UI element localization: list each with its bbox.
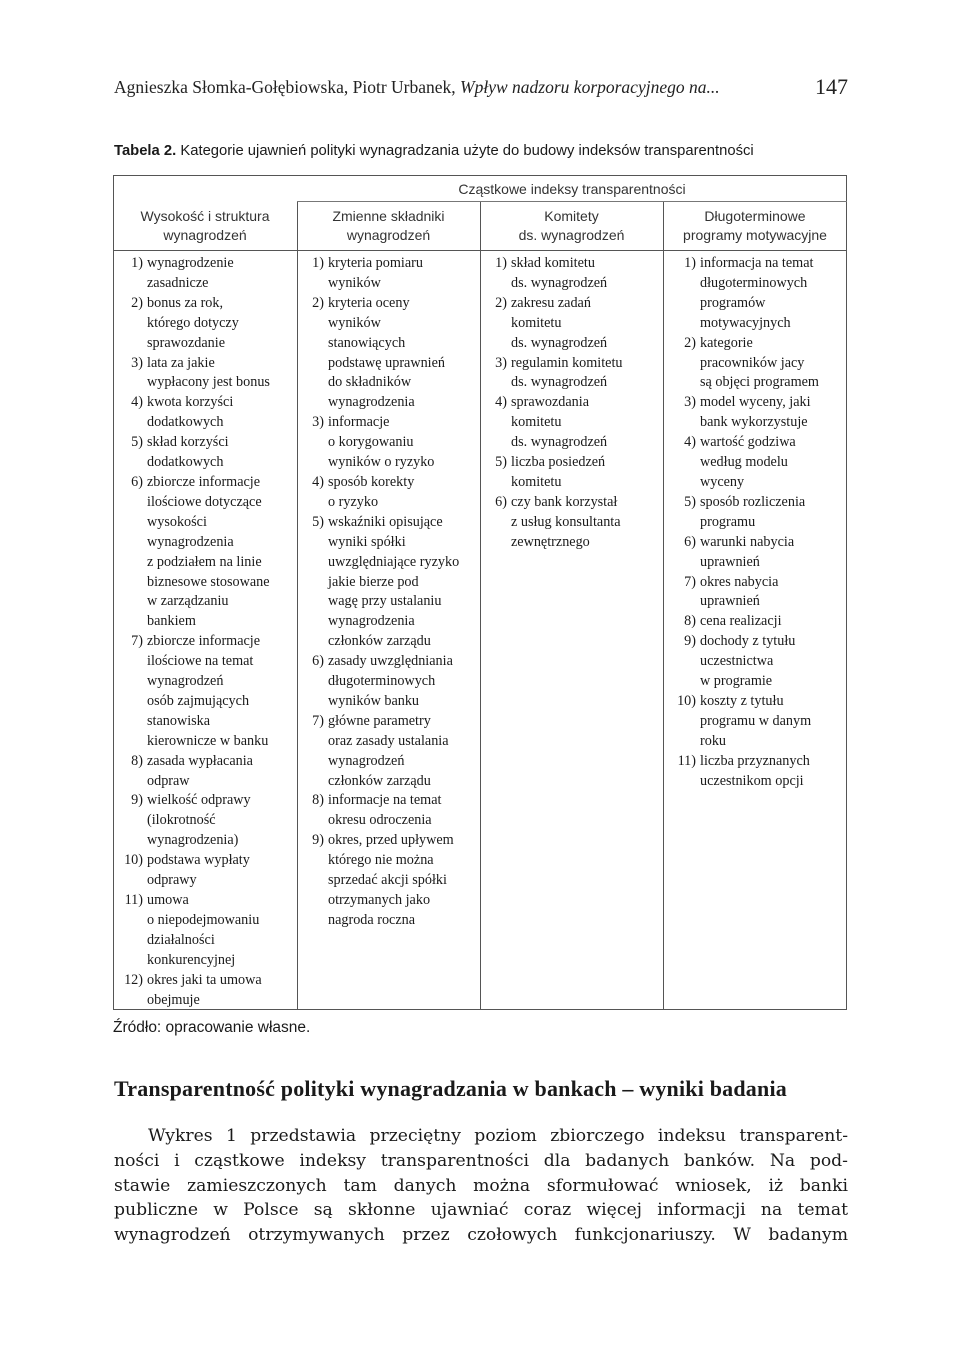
body-paragraph — [114, 1124, 848, 1248]
column-header-line: programy motywacyjne — [683, 227, 827, 243]
item-text-line: zbiorcze informacje — [147, 633, 261, 650]
item-text-line: działalności — [147, 931, 215, 948]
column-header-line: Długoterminowe — [704, 208, 806, 224]
item-text-line: wynagrodzenia) — [147, 832, 239, 849]
list-item — [487, 493, 661, 553]
item-text-line: wyników banku — [328, 692, 420, 709]
item-text-line: wskaźniki opisujące — [328, 513, 443, 530]
list-item — [668, 752, 845, 792]
item-text — [328, 831, 454, 931]
item-text-line: którego dotyczy — [147, 314, 239, 331]
item-text-line: według modelu — [700, 454, 788, 471]
table-column-committees — [487, 254, 661, 553]
item-text — [700, 493, 805, 533]
item-text — [328, 791, 441, 831]
item-text — [700, 573, 778, 613]
item-text-line: ilościowe na temat — [147, 653, 254, 670]
item-text-line: okres, przed upływem — [328, 832, 454, 849]
item-text — [700, 433, 796, 493]
list-item — [668, 254, 845, 334]
item-text-line: model wyceny, jaki — [700, 394, 811, 411]
item-text-line: nagroda roczna — [328, 911, 416, 928]
item-text-line: skład komitetu — [511, 255, 595, 271]
column-header — [480, 207, 663, 245]
item-text-line: w programie — [700, 673, 773, 690]
item-text — [511, 393, 607, 453]
column-header-line: Komitety — [544, 208, 599, 224]
item-text — [700, 752, 810, 792]
item-text — [511, 453, 605, 493]
item-text-line: uprawnień — [700, 593, 760, 610]
item-text-line: komitetu — [511, 473, 562, 490]
list-item — [304, 254, 478, 294]
item-text-line: ds. wynagrodzeń — [511, 274, 608, 291]
table-span-header: Cząstkowe indeksy transparentności — [458, 181, 686, 197]
item-text-line: cena realizacji — [700, 613, 782, 630]
item-text-line: ds. wynagrodzeń — [511, 434, 608, 451]
item-text-line: kryteria oceny — [328, 294, 410, 311]
header-rule — [113, 250, 847, 251]
item-text-line: oraz zasady ustalania — [328, 732, 449, 749]
list-item — [668, 433, 845, 493]
item-number: 6) — [684, 533, 696, 550]
list-item — [487, 354, 661, 394]
item-number: 7) — [312, 712, 324, 729]
item-number: 10) — [677, 692, 696, 709]
item-text-line: koszty z tytułu — [700, 692, 784, 709]
column-header-line: wynagrodzeń — [163, 227, 247, 243]
item-text-line: sposób rozliczenia — [700, 493, 806, 510]
item-text-line: programów — [700, 294, 766, 311]
list-item — [668, 692, 845, 752]
body-line: wynagrodzeń otrzymywanych przez czołowych funkcjonariuszy. W badanym — [114, 1225, 848, 1246]
item-text-line: główne parametry — [328, 712, 431, 729]
item-text — [147, 354, 270, 394]
list-item — [668, 493, 845, 533]
item-text-line: z usług konsultanta — [511, 513, 621, 530]
item-text-line: kwota korzyści — [147, 394, 234, 411]
column-divider — [297, 202, 298, 1010]
item-text-line: podstawę uprawnień — [328, 354, 446, 371]
item-text-line: wyników — [328, 274, 381, 291]
item-text-line: którego nie można — [328, 852, 434, 869]
item-number: 3) — [131, 354, 143, 371]
item-text — [328, 413, 434, 473]
table-label: Tabela 2. — [114, 143, 177, 159]
list-item — [487, 453, 661, 493]
item-text-line: czy bank korzystał — [511, 493, 618, 510]
item-text-line: dodatkowych — [147, 414, 224, 431]
item-text — [147, 632, 268, 751]
item-number: 3) — [312, 414, 324, 431]
item-text-line: warunki nabycia — [700, 533, 795, 550]
item-text-line: liczba przyznanych — [700, 752, 810, 769]
item-text-line: uczestnikom opcji — [700, 772, 804, 789]
item-number: 5) — [312, 513, 324, 530]
item-text-line: jakie bierze pod — [328, 573, 419, 590]
item-text-line: sprawozdania — [511, 394, 589, 411]
column-header-line: ds. wynagrodzeń — [518, 227, 625, 243]
item-number: 2) — [684, 334, 696, 351]
item-text — [147, 393, 233, 433]
item-text — [328, 254, 423, 294]
list-item — [304, 413, 478, 473]
list-item — [668, 632, 845, 692]
item-number: 9) — [312, 832, 324, 849]
item-text — [328, 712, 449, 792]
item-text — [147, 433, 229, 473]
item-text-line: odprawy — [147, 872, 197, 889]
list-item — [117, 891, 295, 971]
item-text-line: wartość godziwa — [700, 434, 796, 451]
item-number: 2) — [312, 294, 324, 311]
column-divider — [663, 202, 664, 1010]
item-text-line: bank wykorzystuje — [700, 414, 808, 431]
item-text — [700, 334, 819, 394]
body-line: publiczne w Polsce są skłonne ujawniać coraz więcej informacji na temat — [114, 1200, 848, 1221]
column-divider — [480, 202, 481, 1010]
item-text-line: skład korzyści — [147, 434, 229, 451]
item-text-line: sprzedać akcji spółki — [328, 872, 447, 889]
item-text-line: członków zarządu — [328, 772, 431, 789]
item-text-line: kategorie — [700, 334, 753, 351]
list-item — [117, 393, 295, 433]
list-item — [487, 294, 661, 354]
item-text-line: okres nabycia — [700, 573, 779, 590]
item-text-line: o ryzyko — [328, 493, 379, 510]
item-text-line: stanowiących — [328, 334, 406, 351]
item-text-line: zasady uwzględniania — [328, 653, 453, 670]
item-text-line: informacja na temat — [700, 255, 814, 271]
list-item — [304, 513, 478, 652]
list-item — [117, 851, 295, 891]
item-text — [328, 513, 459, 652]
item-number: 11) — [677, 752, 696, 769]
item-text-line: wysokości — [147, 513, 207, 530]
running-header-title: Wpływ nadzoru korporacyjnego na... — [460, 77, 720, 97]
item-text-line: wyniki spółki — [328, 533, 406, 550]
item-text-line: regulamin komitetu — [511, 354, 623, 371]
item-text-line: wyników o ryzyko — [328, 454, 435, 471]
item-text-line: wynagrodzenia — [328, 394, 415, 411]
column-header — [663, 207, 847, 245]
item-text-line: dodatkowych — [147, 454, 224, 471]
item-text-line: zakresu zadań — [511, 294, 591, 311]
item-text-line: (ilokrotność — [147, 812, 216, 829]
item-text-line: biznesowe stosowane — [147, 573, 270, 590]
item-text — [700, 393, 811, 433]
item-text-line: o niepodejmowaniu — [147, 911, 260, 928]
running-header-authors: Agnieszka Słomka-Gołębiowska, Piotr Urbanek, — [114, 77, 456, 97]
item-text-line: zewnętrznego — [511, 533, 590, 550]
column-header-line: wynagrodzeń — [346, 227, 431, 243]
list-item — [668, 533, 845, 573]
body-line: Wykres 1 przedstawia przeciętny poziom zbiorczego indeksu transparent- — [148, 1126, 848, 1146]
item-text-line: o korygowaniu — [328, 434, 414, 451]
item-text-line: otrzymanych jako — [328, 892, 431, 908]
body-line: stawie zamieszczonych tam danych można sformułować wniosek, iż banki — [114, 1175, 848, 1196]
item-text-line: roku — [700, 732, 727, 749]
item-text-line: programu — [700, 513, 756, 530]
item-text-line: wynagrodzenia — [147, 533, 234, 550]
item-number: 2) — [495, 294, 507, 311]
item-number: 4) — [495, 394, 507, 411]
item-text-line: motywacyjnych — [700, 314, 791, 331]
section-heading: Transparentność polityki wynagradzania w bankach – wyniki badania — [114, 1076, 787, 1101]
item-number: 3) — [684, 394, 696, 411]
list-item — [117, 294, 295, 354]
item-text-line: stanowiska — [147, 712, 211, 729]
list-item — [487, 254, 661, 294]
item-text — [147, 791, 251, 851]
list-item — [117, 473, 295, 632]
item-text-line: z podziałem na linie — [147, 553, 262, 570]
item-number: 1) — [312, 255, 324, 271]
item-text — [147, 971, 262, 1011]
item-number: 4) — [312, 473, 324, 490]
table-column-incentive-programs — [668, 254, 845, 791]
item-text — [147, 473, 270, 632]
item-number: 2) — [131, 294, 143, 311]
list-item — [668, 612, 845, 632]
item-text-line: są objęci programem — [700, 374, 819, 391]
list-item — [668, 573, 845, 613]
list-item — [117, 791, 295, 851]
item-text-line: kryteria pomiaru — [328, 255, 423, 271]
item-text-line: sposób korekty — [328, 473, 415, 490]
page-number: 147 — [815, 74, 848, 99]
list-item — [304, 294, 478, 413]
item-number: 7) — [684, 573, 696, 590]
item-number: 9) — [131, 792, 143, 809]
item-text — [328, 294, 445, 413]
item-text-line: komitetu — [511, 314, 562, 331]
item-text-line: uwzględniające ryzyko — [328, 553, 460, 570]
item-number: 8) — [131, 752, 143, 769]
item-text-line: obejmuje — [147, 991, 200, 1008]
item-text-line: uczestnictwa — [700, 653, 774, 670]
table-column-variable-pay — [304, 254, 478, 931]
item-text-line: konkurencyjnej — [147, 951, 236, 968]
list-item — [304, 791, 478, 831]
item-text-line: wynagrodzenia — [328, 613, 415, 630]
item-number: 6) — [495, 493, 507, 510]
item-text-line: lata za jakie — [147, 354, 215, 371]
table-caption — [114, 143, 854, 159]
item-text-line: podstawa wypłaty — [147, 852, 250, 869]
item-text-line: wypłacony jest bonus — [147, 374, 270, 391]
item-text — [700, 533, 794, 573]
item-text-line: do składników — [328, 374, 412, 391]
item-number: 8) — [684, 613, 696, 630]
item-text-line: umowa — [147, 892, 189, 908]
item-text — [328, 652, 453, 712]
table-source: Źródło: opracowanie własne. — [113, 1019, 311, 1036]
list-item — [668, 393, 845, 433]
item-text-line: dochody z tytułu — [700, 633, 796, 650]
item-text-line: wynagrodzenie — [147, 255, 234, 271]
item-number: 6) — [312, 653, 324, 670]
list-item — [117, 433, 295, 473]
item-text — [147, 294, 239, 354]
item-text-line: ds. wynagrodzeń — [511, 334, 608, 351]
item-number: 3) — [495, 354, 507, 371]
table-caption-text: Kategorie ujawnień polityki wynagradzania użyte do budowy indeksów transparentności — [180, 143, 754, 159]
item-text — [147, 752, 253, 792]
item-text-line: ds. wynagrodzeń — [511, 374, 608, 391]
item-text-line: wynagrodzeń — [328, 752, 405, 769]
running-header — [114, 66, 848, 102]
item-number: 7) — [131, 633, 143, 650]
column-header — [113, 207, 297, 245]
item-text-line: wyceny — [700, 473, 745, 490]
item-text-line: sprawozdanie — [147, 334, 225, 351]
item-text-line: kierownicze w banku — [147, 732, 269, 749]
item-text-line: programu w danym — [700, 712, 812, 729]
item-text-line: informacje na temat — [328, 792, 442, 809]
item-text-line: długoterminowych — [700, 274, 808, 291]
item-text-line: w zarządzaniu — [147, 593, 229, 610]
item-text-line: wagę przy ustalaniu — [328, 593, 442, 610]
column-header-line: Zmienne składniki — [332, 208, 445, 224]
item-number: 1) — [495, 255, 507, 271]
table-column-compensation — [117, 254, 295, 1010]
column-header-line: Wysokość i struktura — [140, 208, 270, 224]
item-text — [147, 891, 259, 971]
item-text-line: wielkość odprawy — [147, 792, 251, 809]
item-number: 5) — [495, 454, 507, 471]
item-text-line: zasada wypłacania — [147, 752, 253, 769]
item-number: 1) — [684, 255, 696, 271]
item-text — [511, 354, 623, 394]
item-number: 5) — [684, 493, 696, 510]
item-text — [511, 294, 607, 354]
item-text — [511, 493, 621, 553]
item-number: 12) — [124, 971, 143, 988]
item-number: 9) — [684, 633, 696, 650]
item-text — [147, 254, 234, 294]
list-item — [304, 831, 478, 931]
item-number: 8) — [312, 792, 324, 809]
item-number: 6) — [131, 473, 143, 490]
item-number: 5) — [131, 434, 143, 451]
item-text-line: okres jaki ta umowa — [147, 971, 262, 988]
item-text-line: członków zarządu — [328, 633, 431, 650]
span-header-rule — [297, 201, 847, 202]
item-number: 4) — [684, 434, 696, 451]
list-item — [304, 473, 478, 513]
item-number: 10) — [124, 852, 143, 869]
item-text-line: ilościowe dotyczące — [147, 493, 262, 510]
item-text — [700, 254, 813, 334]
item-number: 11) — [124, 892, 143, 908]
body-line: ności i cząstkowe indeksy transparentności dla badanych banków. Na pod- — [114, 1150, 848, 1171]
item-text-line: uprawnień — [700, 553, 760, 570]
item-text — [328, 473, 414, 513]
item-text — [700, 612, 782, 632]
column-header — [297, 207, 480, 245]
item-text-line: pracowników jacy — [700, 354, 805, 371]
list-item — [117, 971, 295, 1011]
item-text — [147, 851, 250, 891]
item-number: 1) — [131, 255, 143, 271]
list-item — [304, 652, 478, 712]
running-header-text — [114, 77, 720, 98]
list-item — [487, 393, 661, 453]
list-item — [117, 632, 295, 751]
list-item — [304, 712, 478, 792]
item-text-line: okresu odroczenia — [328, 812, 432, 829]
item-text-line: osób zajmujących — [147, 692, 250, 709]
list-item — [668, 334, 845, 394]
item-number: 4) — [131, 394, 143, 411]
item-text-line: długoterminowych — [328, 673, 436, 690]
item-text — [700, 692, 811, 752]
item-text-line: informacje — [328, 414, 390, 431]
item-text — [511, 254, 607, 294]
list-item — [117, 354, 295, 394]
item-text-line: zbiorcze informacje — [147, 473, 261, 490]
item-text-line: zasadnicze — [147, 274, 209, 291]
item-text-line: wynagrodzeń — [147, 673, 224, 690]
list-item — [117, 254, 295, 294]
item-text-line: odpraw — [147, 772, 190, 789]
item-text-line: bonus za rok, — [147, 294, 224, 311]
item-text-line: wyników — [328, 314, 381, 331]
list-item — [117, 752, 295, 792]
item-text-line: komitetu — [511, 414, 562, 431]
item-text — [700, 632, 795, 692]
item-text-line: liczba posiedzeń — [511, 454, 606, 471]
item-text-line: bankiem — [147, 613, 196, 630]
